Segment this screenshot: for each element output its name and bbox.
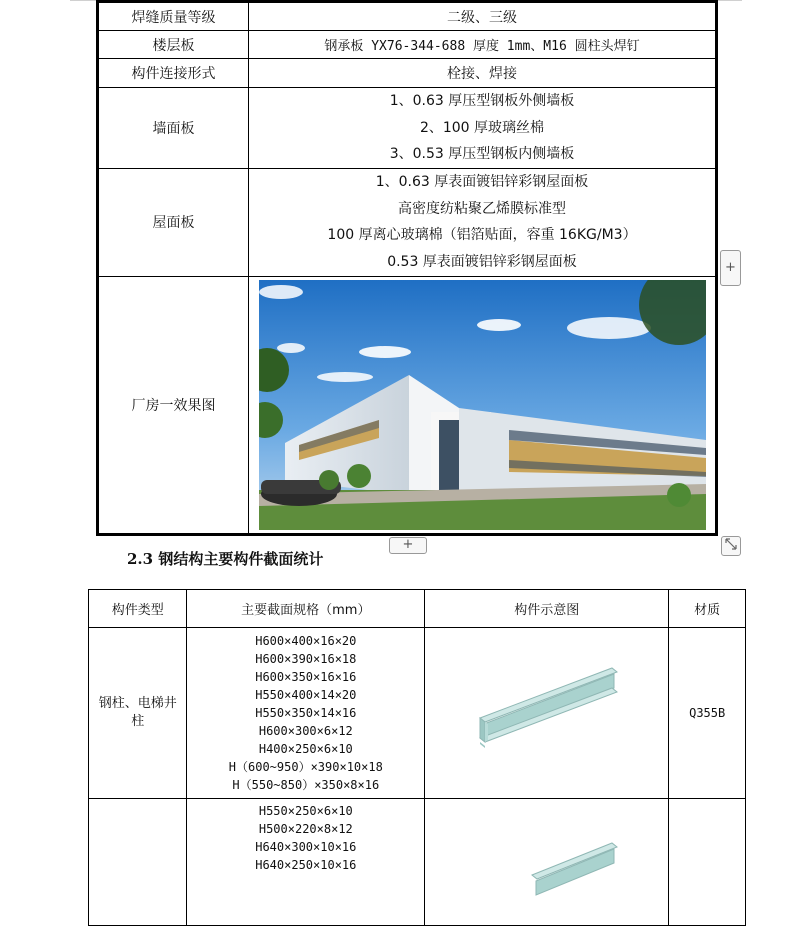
spec-row <box>98 276 717 534</box>
spec-line: 1、0.63 厚压型钢板外侧墙板 <box>389 93 575 109</box>
spec-key: 构件连接形式 <box>98 59 249 88</box>
spec-value: 栓接、焊接 <box>249 59 717 88</box>
spec-key: 楼层板 <box>98 31 249 59</box>
spec-item: H400×250×6×10 <box>258 742 353 756</box>
spec-value <box>249 88 717 169</box>
spec-item: H600×300×6×12 <box>258 724 353 738</box>
table-resize-handle[interactable] <box>721 536 741 556</box>
section-heading: 2.3 钢结构主要构件截面统计 <box>127 550 324 568</box>
table-row <box>89 799 746 926</box>
spec-value: 钢承板 YX76-344-688 厚度 1mm、M16 圆柱头焊钉 <box>249 31 717 59</box>
resize-arrows-icon <box>724 537 738 551</box>
spec-item: H550×350×14×16 <box>255 706 357 720</box>
spec-row <box>98 88 717 169</box>
section-stat-table <box>88 589 746 926</box>
factory-rendering-image <box>259 280 706 530</box>
component-type <box>89 799 187 926</box>
spec-item: H600×350×16×16 <box>255 670 357 684</box>
h-beam-illustration <box>472 666 622 761</box>
table-add-column-button[interactable]: + <box>720 250 741 286</box>
table-add-row-button[interactable]: + <box>389 537 427 554</box>
material-cell <box>669 799 746 926</box>
spec-key: 焊缝质量等级 <box>98 2 249 31</box>
spec-key: 厂房一效果图 <box>98 276 249 534</box>
spec-key: 墙面板 <box>98 88 249 169</box>
component-diagram-cell <box>425 628 669 799</box>
header-cell: 构件类型 <box>89 590 187 628</box>
spec-item: H500×220×8×12 <box>258 822 353 836</box>
header-cell: 材质 <box>669 590 746 628</box>
spec-item: H640×250×10×16 <box>255 858 357 872</box>
table-row <box>89 628 746 799</box>
section-specs <box>187 799 425 926</box>
spec-table <box>96 0 718 536</box>
component-diagram-cell <box>425 799 669 926</box>
spec-item: H550×250×6×10 <box>258 804 353 818</box>
spec-item: H（600~950）×390×10×18 <box>228 760 383 774</box>
spec-line: 3、0.53 厚压型钢板内侧墙板 <box>389 146 575 162</box>
spec-line: 高密度纺粘聚乙烯膜标准型 <box>398 200 566 217</box>
table-header-row <box>89 590 746 628</box>
spec-value <box>249 276 717 534</box>
header-cell: 构件示意图 <box>425 590 669 628</box>
spec-key: 屋面板 <box>98 168 249 276</box>
material-cell: Q355B <box>669 628 746 799</box>
spec-item: H640×300×10×16 <box>255 840 357 854</box>
spec-item: H600×400×16×20 <box>255 634 357 648</box>
spec-row <box>98 59 717 88</box>
spec-line: 2、100 厚玻璃丝棉 <box>419 119 545 136</box>
component-type: 钢柱、电梯井柱 <box>89 628 187 799</box>
spec-row <box>98 31 717 59</box>
header-cell: 主要截面规格（mm） <box>187 590 425 628</box>
spec-line: 1、0.63 厚表面镀铝锌彩钢屋面板 <box>375 174 589 190</box>
h-beam-illustration <box>472 835 622 925</box>
spec-line: 0.53 厚表面镀铝锌彩钢屋面板 <box>387 253 577 270</box>
spec-value: 二级、三级 <box>249 2 717 31</box>
section-specs <box>187 628 425 799</box>
spec-row <box>98 168 717 276</box>
spec-value <box>249 168 717 276</box>
spec-row <box>98 2 717 31</box>
spec-item: H550×400×14×20 <box>255 688 357 702</box>
spec-item: H600×390×16×18 <box>255 652 357 666</box>
spec-line: 100 厚离心玻璃棉（铝箔贴面，容重 16KG/M3） <box>327 227 637 243</box>
spec-item: H（550~850）×350×8×16 <box>232 778 380 792</box>
